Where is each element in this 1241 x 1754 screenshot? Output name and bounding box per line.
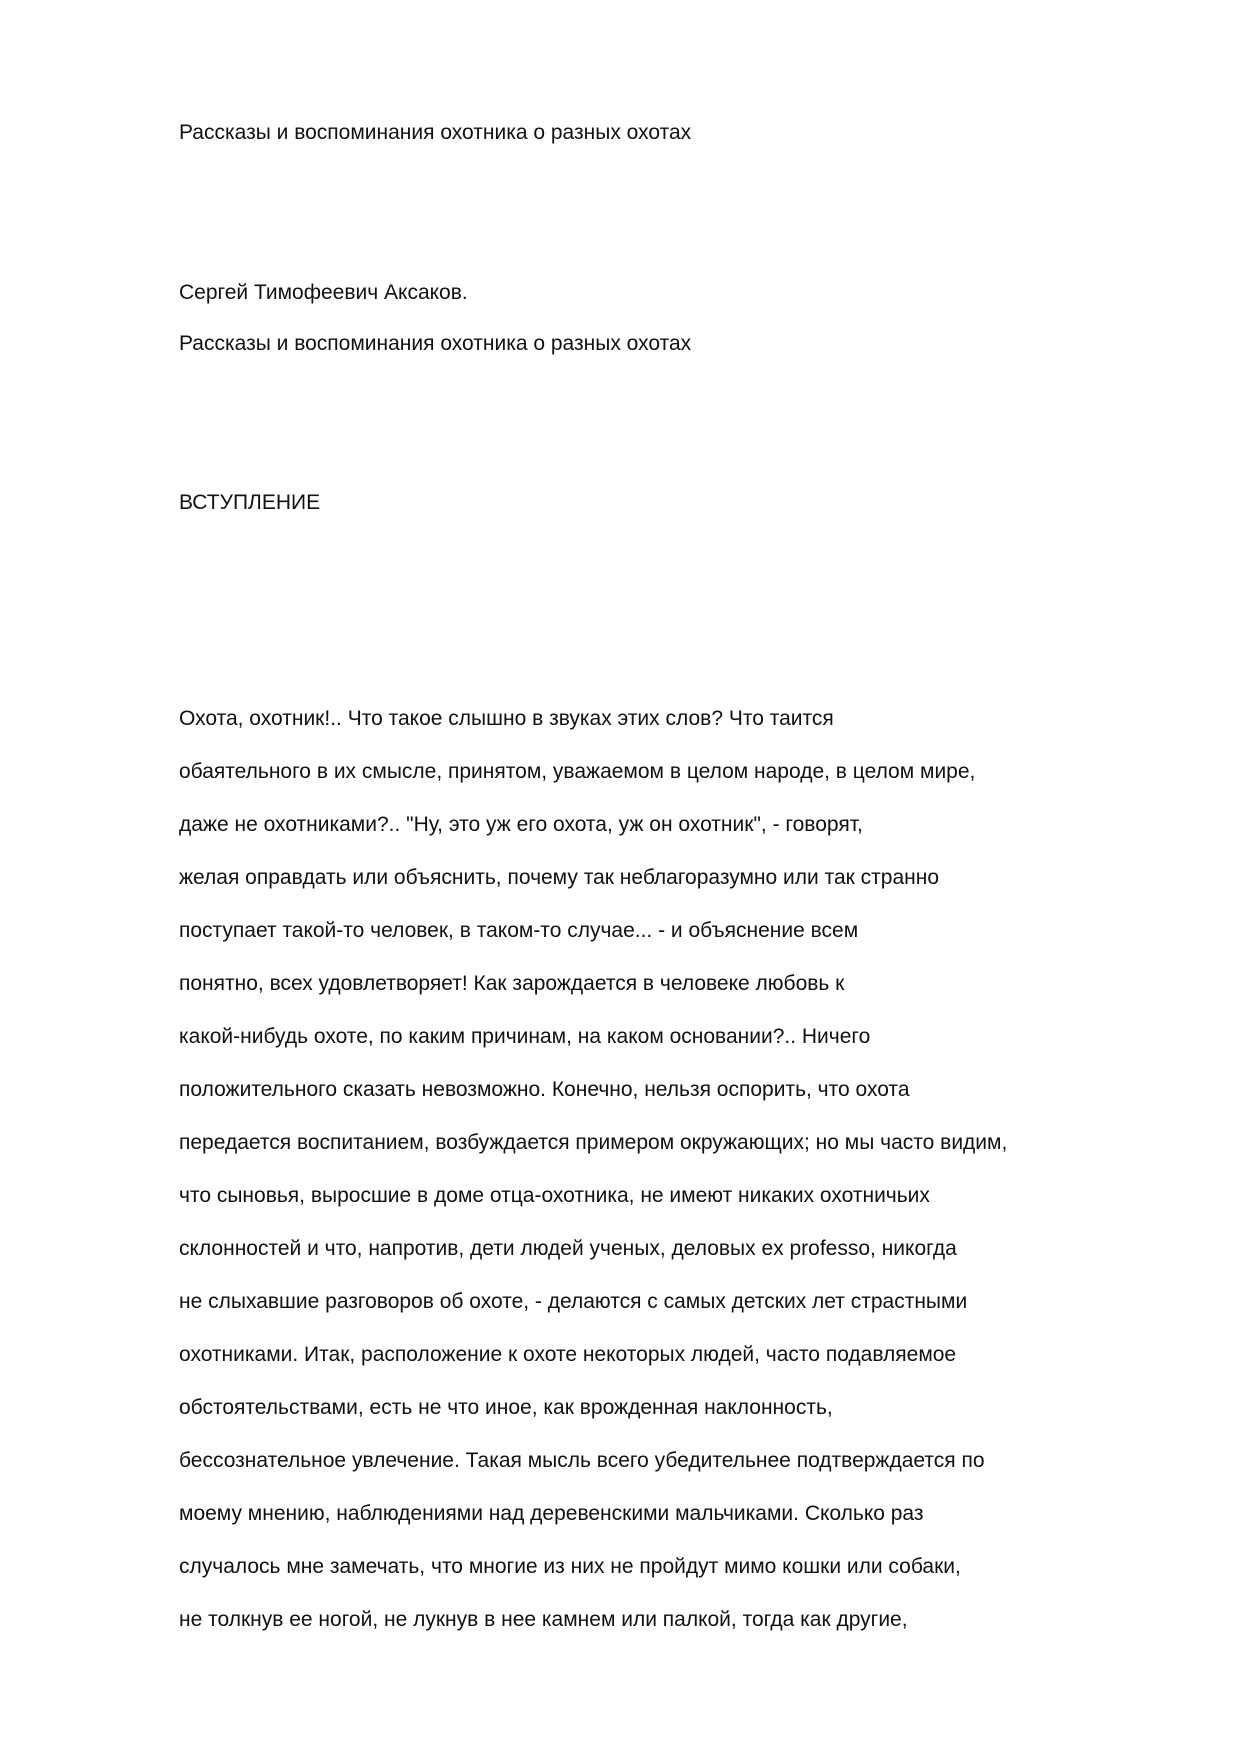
- body-line: что сыновья, выросшие в доме отца-охотника, не имеют никаких охотничьих: [179, 1184, 930, 1207]
- body-line: понятно, всех удовлетворяет! Как зарождается в человеке любовь к: [179, 972, 845, 995]
- author-name: Сергей Тимофеевич Аксаков.: [179, 281, 468, 304]
- body-line: склонностей и что, напротив, дети людей ученых, деловых ex professo, никогда: [179, 1237, 957, 1260]
- body-line: обстоятельствами, есть не что иное, как врожденная наклонность,: [179, 1396, 833, 1419]
- body-line: случалось мне замечать, что многие из них не пройдут мимо кошки или собаки,: [179, 1555, 961, 1578]
- body-line: бессознательное увлечение. Такая мысль всего убедительнее подтверждается по: [179, 1449, 985, 1472]
- header-title: Рассказы и воспоминания охотника о разных охотах: [179, 121, 692, 144]
- body-line: не слыхавшие разговоров об охоте, - делаются с самых детских лет страстными: [179, 1290, 968, 1313]
- body-line: не толкнув ее ногой, не лукнув в нее камнем или палкой, тогда как другие,: [179, 1608, 908, 1631]
- body-line: какой-нибудь охоте, по каким причинам, на каком основании?.. Ничего: [179, 1025, 871, 1048]
- body-line: охотниками. Итак, расположение к охоте некоторых людей, часто подавляемое: [179, 1343, 957, 1366]
- body-line: Охота, охотник!.. Что такое слышно в звуках этих слов? Что таится: [179, 707, 834, 730]
- body-line: желая оправдать или объяснить, почему так неблагоразумно или так странно: [179, 866, 940, 889]
- body-line: моему мнению, наблюдениями над деревенскими мальчиками. Сколько раз: [179, 1502, 924, 1525]
- section-heading: ВСТУПЛЕНИЕ: [179, 491, 321, 514]
- book-title: Рассказы и воспоминания охотника о разных охотах: [179, 332, 692, 355]
- body-line: положительного сказать невозможно. Конечно, нельзя оспорить, что охота: [179, 1078, 910, 1101]
- body-line: даже не охотниками?.. "Ну, это уж его охота, уж он охотник", - говорят,: [179, 813, 863, 836]
- body-line: поступает такой-то человек, в таком-то случае... - и объяснение всем: [179, 919, 859, 942]
- body-line: передается воспитанием, возбуждается примером окружающих; но мы часто видим,: [179, 1131, 1008, 1154]
- body-line: обаятельного в их смысле, принятом, уважаемом в целом народе, в целом мире,: [179, 760, 976, 783]
